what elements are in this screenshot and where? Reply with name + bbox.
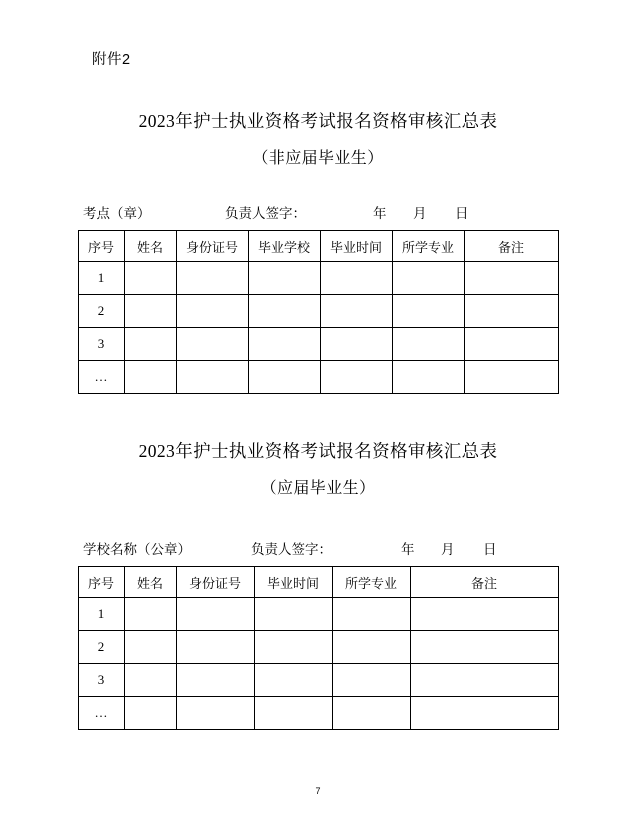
cell-remarks[interactable]	[410, 697, 558, 730]
cell-name[interactable]	[124, 295, 176, 328]
column-header-id-number: 身份证号	[176, 231, 248, 262]
cell-graduation-time[interactable]	[320, 262, 392, 295]
cell-id-number[interactable]	[176, 664, 254, 697]
cell-name[interactable]	[124, 631, 176, 664]
cell-name[interactable]	[124, 361, 176, 394]
row-index: …	[78, 361, 124, 394]
cell-id-number[interactable]	[176, 598, 254, 631]
row-index: 2	[78, 295, 124, 328]
table-header-row	[78, 567, 558, 598]
month-label: 月	[413, 206, 427, 221]
column-header-name: 姓名	[124, 567, 176, 598]
column-header-major: 所学专业	[332, 567, 410, 598]
row-index: 1	[78, 262, 124, 295]
cell-major[interactable]	[392, 361, 464, 394]
cell-name[interactable]	[124, 664, 176, 697]
cell-id-number[interactable]	[176, 295, 248, 328]
section-two-subtitle: （应届毕业生）	[260, 480, 376, 497]
column-header-graduation-time: 毕业时间	[320, 231, 392, 262]
cell-remarks[interactable]	[410, 631, 558, 664]
cell-id-number[interactable]	[176, 361, 248, 394]
cell-graduation-time[interactable]	[254, 598, 332, 631]
responsible-signature-label: 负责人签字：	[225, 206, 306, 221]
cell-remarks[interactable]	[464, 295, 558, 328]
column-header-graduation-school: 毕业学校	[248, 231, 320, 262]
table-row	[78, 664, 558, 697]
cell-id-number[interactable]	[176, 262, 248, 295]
column-header-index: 序号	[78, 567, 124, 598]
year-label: 年	[401, 542, 415, 557]
summary-table-non-fresh	[78, 230, 559, 394]
cell-graduation-time[interactable]	[254, 631, 332, 664]
row-index: …	[78, 697, 124, 730]
column-header-id-number: 身份证号	[176, 567, 254, 598]
table-row	[78, 697, 558, 730]
table-row	[78, 631, 558, 664]
cell-graduation-time[interactable]	[320, 361, 392, 394]
cell-graduation-school[interactable]	[248, 295, 320, 328]
row-index: 1	[78, 598, 124, 631]
day-label: 日	[483, 542, 497, 557]
section-fresh-graduates	[0, 438, 636, 730]
day-label: 日	[455, 206, 469, 221]
column-header-remarks: 备注	[410, 567, 558, 598]
table-row	[78, 262, 558, 295]
cell-id-number[interactable]	[176, 697, 254, 730]
table-row	[78, 295, 558, 328]
summary-table-fresh	[78, 566, 559, 730]
cell-major[interactable]	[392, 262, 464, 295]
cell-graduation-school[interactable]	[248, 361, 320, 394]
cell-remarks[interactable]	[410, 598, 558, 631]
responsible-signature-label: 负责人签字：	[251, 542, 332, 557]
cell-id-number[interactable]	[176, 328, 248, 361]
column-header-index: 序号	[78, 231, 124, 262]
row-index: 2	[78, 631, 124, 664]
cell-major[interactable]	[332, 697, 410, 730]
table-header-row	[78, 231, 558, 262]
column-header-remarks: 备注	[464, 231, 558, 262]
cell-name[interactable]	[124, 262, 176, 295]
cell-graduation-time[interactable]	[320, 328, 392, 361]
cell-major[interactable]	[332, 631, 410, 664]
cell-major[interactable]	[332, 664, 410, 697]
cell-graduation-time[interactable]	[320, 295, 392, 328]
cell-major[interactable]	[392, 328, 464, 361]
attachment-label: 附件2	[92, 52, 131, 68]
column-header-graduation-time: 毕业时间	[254, 567, 332, 598]
cell-graduation-time[interactable]	[254, 664, 332, 697]
cell-remarks[interactable]	[464, 262, 558, 295]
cell-major[interactable]	[332, 598, 410, 631]
exam-site-seal-label: 考点（章）	[83, 206, 151, 221]
row-index: 3	[78, 664, 124, 697]
section-two-title: 2023年护士执业资格考试报名资格审核汇总表	[138, 441, 498, 461]
section-two-meta-row	[83, 538, 553, 560]
column-header-name: 姓名	[124, 231, 176, 262]
year-label: 年	[373, 206, 387, 221]
column-header-major: 所学专业	[392, 231, 464, 262]
cell-remarks[interactable]	[464, 328, 558, 361]
cell-remarks[interactable]	[410, 664, 558, 697]
school-name-seal-label: 学校名称（公章）	[83, 542, 191, 557]
cell-id-number[interactable]	[176, 631, 254, 664]
section-one-meta-row	[83, 202, 553, 224]
cell-graduation-school[interactable]	[248, 328, 320, 361]
cell-name[interactable]	[124, 598, 176, 631]
table-row	[78, 598, 558, 631]
cell-name[interactable]	[124, 328, 176, 361]
page-number: 7	[315, 786, 321, 796]
section-one-subtitle: （非应届毕业生）	[252, 150, 384, 167]
section-non-fresh-graduates	[0, 108, 636, 394]
month-label: 月	[441, 542, 455, 557]
section-one-title: 2023年护士执业资格考试报名资格审核汇总表	[138, 111, 498, 131]
cell-name[interactable]	[124, 697, 176, 730]
cell-graduation-school[interactable]	[248, 262, 320, 295]
table-row	[78, 328, 558, 361]
cell-graduation-time[interactable]	[254, 697, 332, 730]
cell-major[interactable]	[392, 295, 464, 328]
table-row	[78, 361, 558, 394]
cell-remarks[interactable]	[464, 361, 558, 394]
row-index: 3	[78, 328, 124, 361]
